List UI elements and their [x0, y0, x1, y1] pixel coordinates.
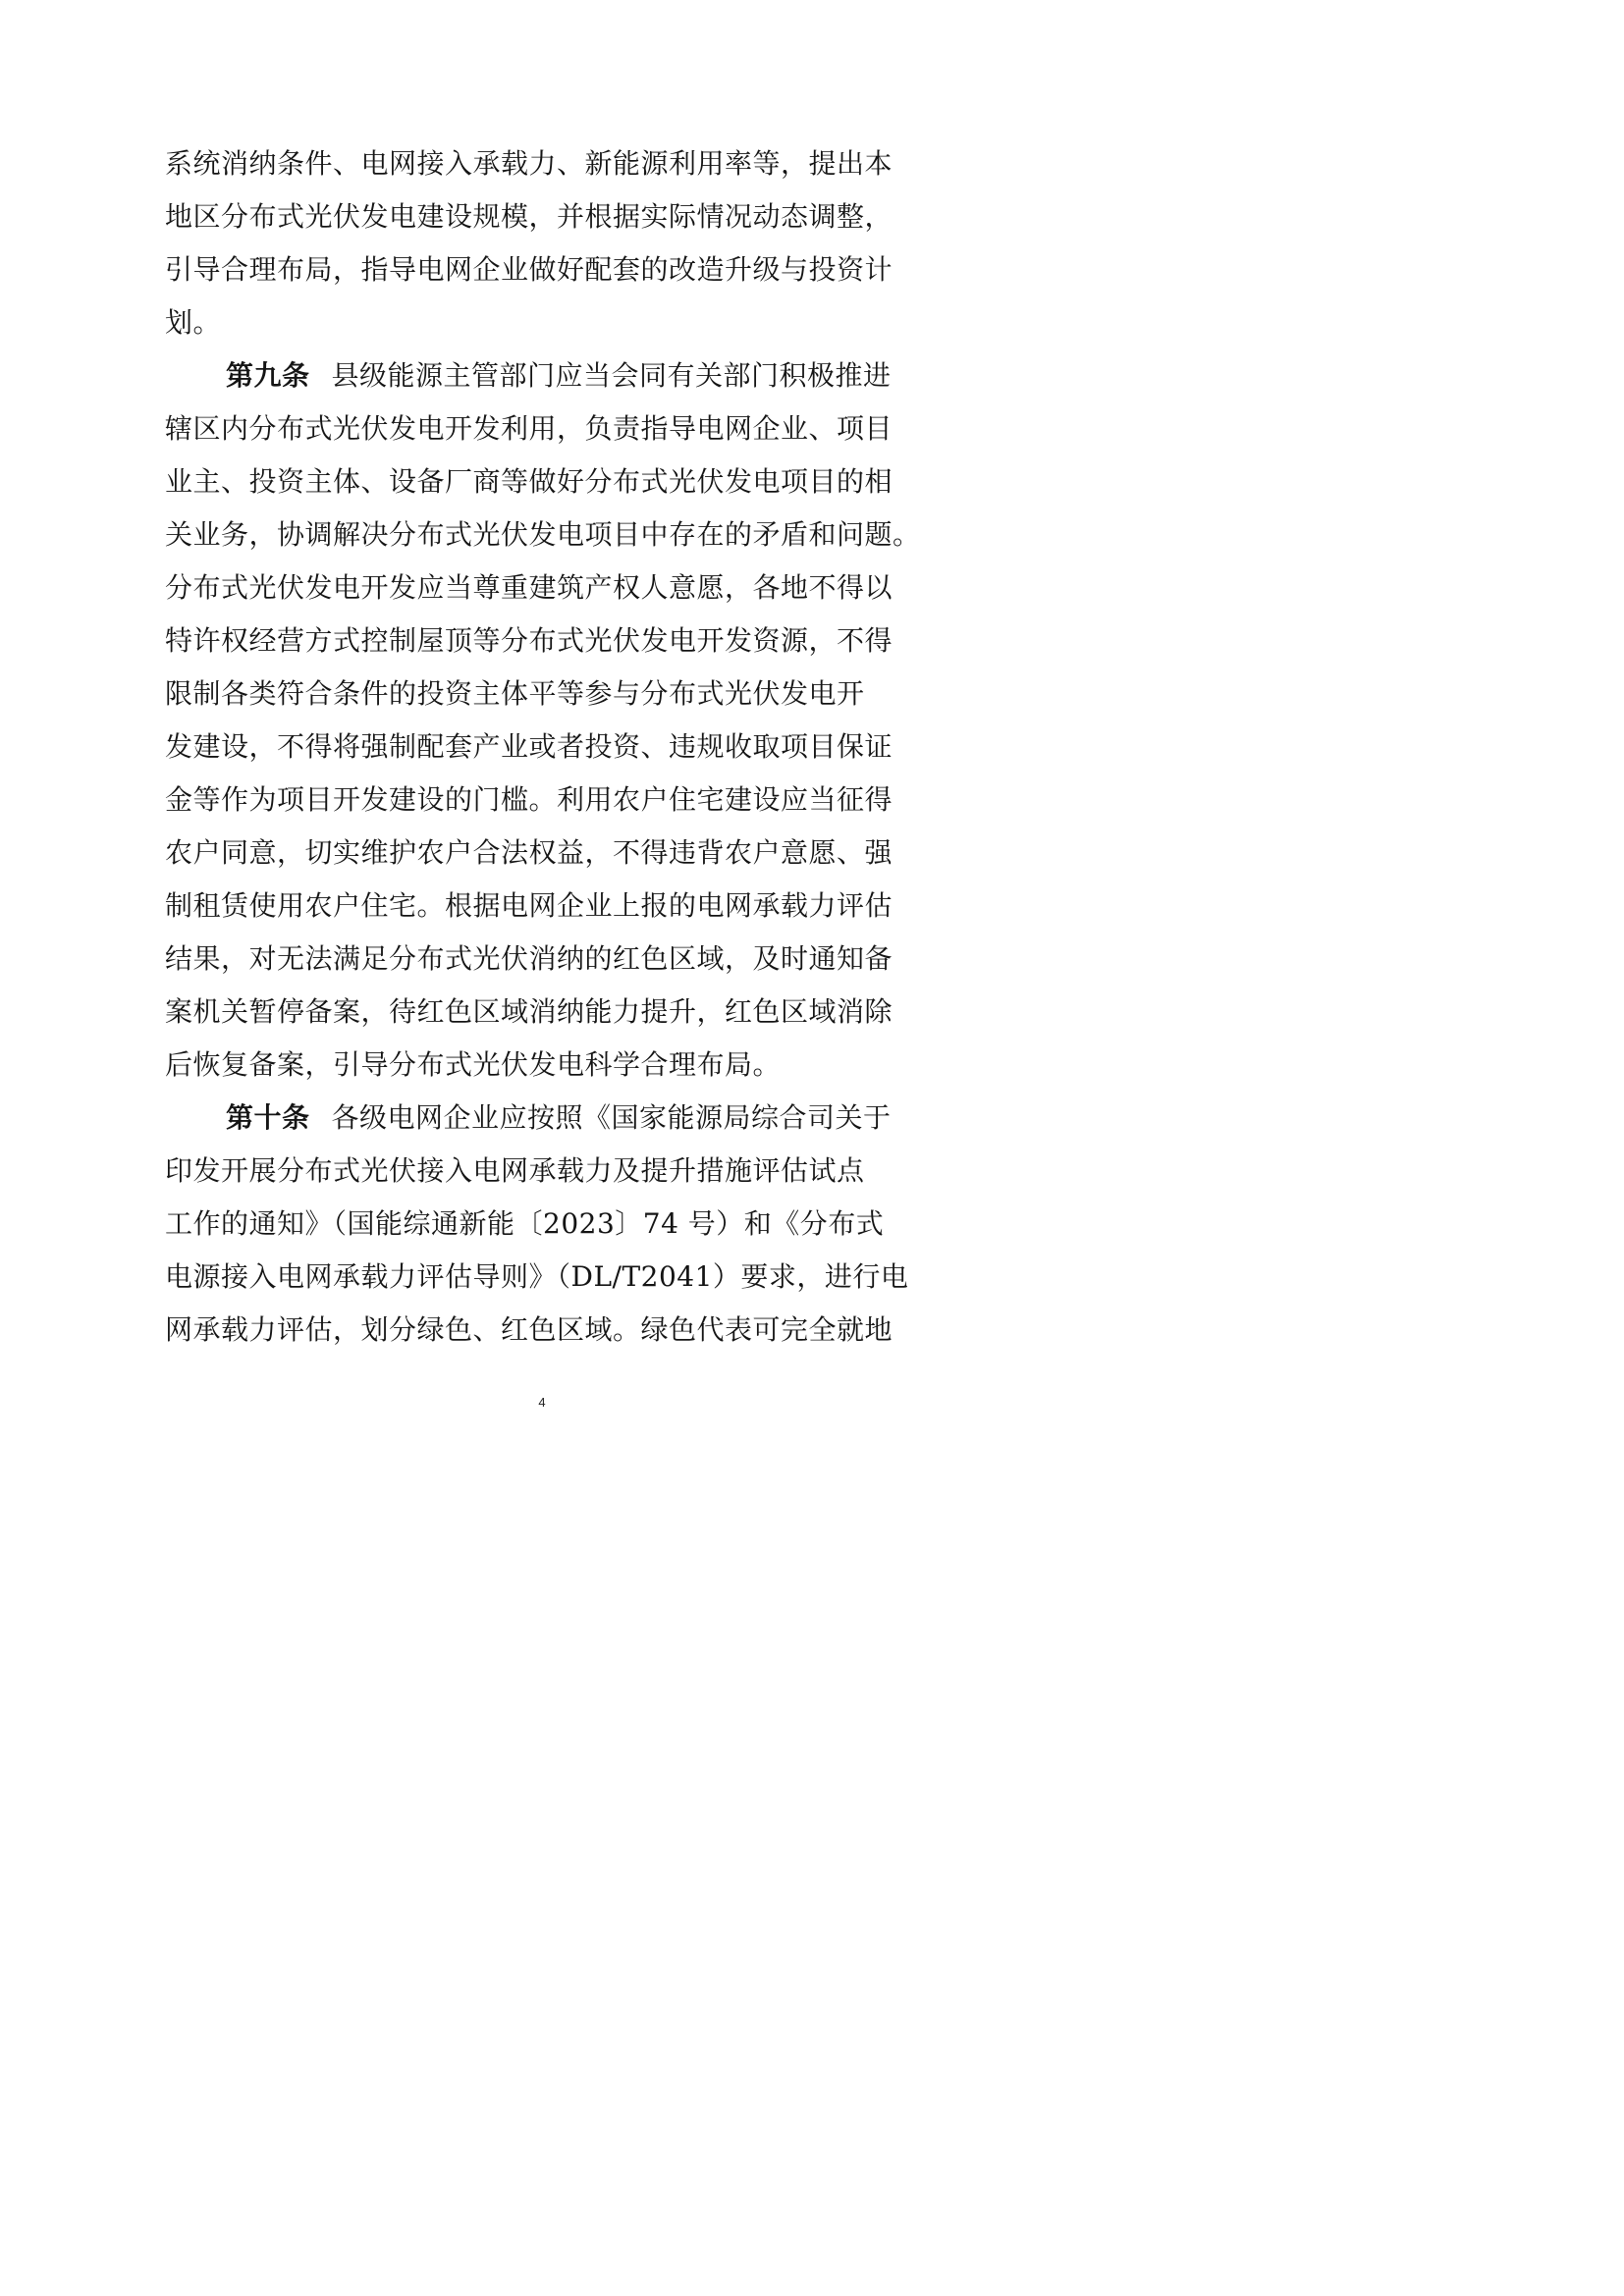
text-line: 限制各类符合条件的投资主体平等参与分布式光伏发电开: [165, 677, 865, 710]
article-9-label: 第九条: [226, 359, 310, 392]
text-line: 金等作为项目开发建设的门槛。利用农户住宅建设应当征得: [165, 783, 893, 816]
text-line: 特许权经营方式控制屋顶等分布式光伏发电开发资源，不得: [165, 624, 893, 657]
article-10-text: 各级电网企业应按照《国家能源局综合司关于: [331, 1101, 892, 1134]
text-line: 辖区内分布式光伏发电开发利用，负责指导电网企业、项目: [165, 412, 893, 445]
text-line: 案机关暂停备案，待红色区域消纳能力提升，红色区域消除: [165, 995, 893, 1028]
article-10-label: 第十条: [226, 1101, 310, 1134]
text-line: 电源接入电网承载力评估导则》（DL/T2041）要求，进行电: [165, 1260, 909, 1293]
text-line: 发建设，不得将强制配套产业或者投资、违规收取项目保证: [165, 730, 893, 763]
body-text: [165, 137, 931, 1357]
text-line: 工作的通知》（国能综通新能〔2023〕74 号）和《分布式: [165, 1207, 885, 1240]
text-line: 划。: [165, 306, 222, 339]
text-line: 结果，对无法满足分布式光伏消纳的红色区域，及时通知备: [165, 942, 893, 975]
text-line: 引导合理布局，指导电网企业做好配套的改造升级与投资计: [165, 253, 893, 286]
text-line: 网承载力评估，划分绿色、红色区域。绿色代表可完全就地: [165, 1313, 893, 1346]
text-line: 业主、投资主体、设备厂商等做好分布式光伏发电项目的相: [165, 465, 893, 498]
text-line: 制租赁使用农户住宅。根据电网企业上报的电网承载力评估: [165, 889, 893, 922]
article-10-first-line: [165, 1092, 931, 1145]
page-number: 4: [538, 1395, 546, 1410]
text-line: 后恢复备案，引导分布式光伏发电科学合理布局。: [165, 1048, 782, 1081]
article-9-first-line: [165, 349, 931, 402]
text-line: 系统消纳条件、电网接入承载力、新能源利用率等，提出本: [165, 147, 893, 180]
text-line: 地区分布式光伏发电建设规模，并根据实际情况动态调整，: [165, 200, 893, 233]
text-line: 农户同意，切实维护农户合法权益，不得违背农户意愿、强: [165, 836, 893, 869]
text-line: 分布式光伏发电开发应当尊重建筑产权人意愿，各地不得以: [165, 571, 893, 604]
text-line: 印发开展分布式光伏接入电网承载力及提升措施评估试点: [165, 1154, 865, 1187]
document-page: [0, 0, 1084, 1532]
article-9-text: 县级能源主管部门应当会同有关部门积极推进: [331, 359, 892, 392]
text-line: 关业务，协调解决分布式光伏发电项目中存在的矛盾和问题。: [165, 518, 921, 551]
